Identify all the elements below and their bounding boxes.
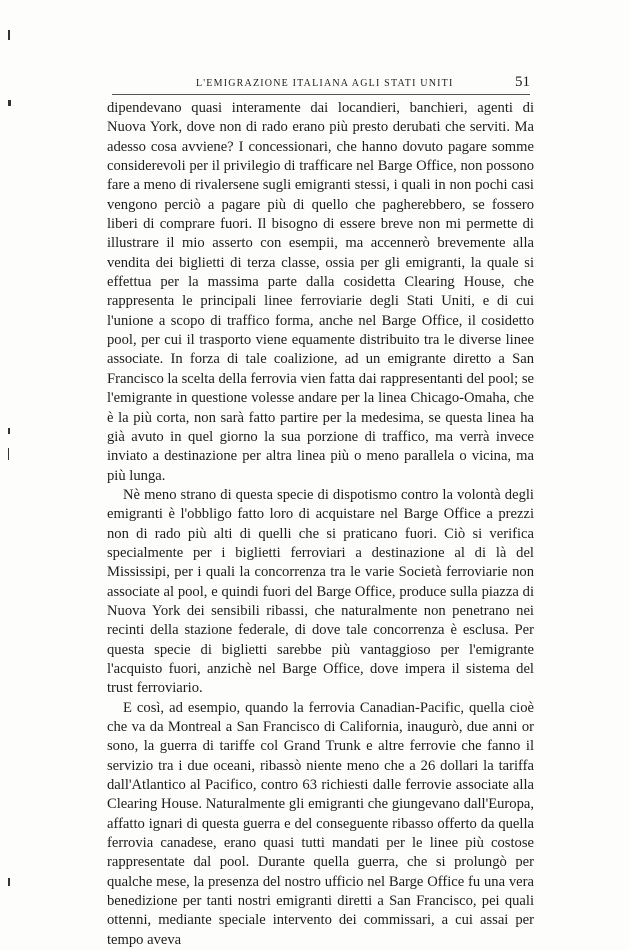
paragraph-1: dipendevano quasi interamente dai locandieri, banchieri, agenti di Nuova York, dove non di rado erano più presto derubati che serviti. Ma adesso cosa avviene? I concessionari, che hanno dovuto pagare somme considerevoli per il privilegio di trafficare nel Barge Office, non possono fare a meno di rivalersene sugli emigranti stessi, i quali in non pochi casi vengono perciò a pagare più di quello che pagherebbero, se fossero liberi di comprare fuori. Il bisogno di essere breve non mi permette di illustrare il mio asserto con esempii, ma accennerò brevemente alla vendita dei biglietti di terza classe, ossia per gli emigranti, la quale si effettua per la massima parte dalla cosidetta Clearing House, che rappresenta le principali linee ferroviarie degli Stati Uniti, e di cui l'unione a scopo di traffico forma, anche nel Barge Office, il cosidetto pool, per cui il trasporto viene equamente distribuito tra le diverse linee associate. In forza di tale coalizione, ad un emigrante diretto a San Francisco la scelta della ferrovia vien fatta dai rappresentanti del pool; se l'emigrante in questione volesse andare per la linea Chicago-Omaha, che è la più corta, non sarà fatto partire per la medesima, se questa linea ha già avuto in quel giorno la sua porzione di traffico, ma verrà invece inviato a destinazione per altra linea più o meno parallela o vicina, ma più lunga.: [107, 100, 534, 484]
scan-margin-mark: [8, 448, 9, 460]
page-number: 51: [515, 74, 530, 90]
scan-margin-mark: [8, 878, 10, 886]
scan-margin-mark: [8, 100, 11, 106]
paragraph-3: E così, ad esempio, quando la ferrovia Canadian-Pacific, quella cioè che va da Montreal a San Francisco di California, inaugurò, due anni or sono, la guerra di tariffe col Grand Trunk e altre ferrovie che fanno il servizio tra i due oceani, ribassò niente meno che a 26 dollari la tariffa dall'Atlantico al Pacifico, contro 63 richiesti dalle ferrovie associate alla Clearing House. Naturalmente gli emigranti che giungevano dall'Europa, affatto ignari di questa guerra e del conseguente ribasso offerto da quella ferrovia canadese, erano quasi tutti mandati per le linee più costose rappresentate dal pool. Durante quella guerra, che si prolungò per qualche mese, la presenza del nostro ufficio nel Barge Office fu una vera benedizione per tanti nostri emigranti diretti a San Francisco, pei quali ottenni, mediante speciale intervento dei commissari, a cui assai per tempo aveva: [107, 699, 534, 948]
paragraph-2: Nè meno strano di questa specie di dispotismo contro la volontà degli emigranti è l'obbligo fatto loro di acquistare nel Barge Office a prezzi non di rado più alti di quelli che si praticano fuori. Ciò si verifica specialmente per i biglietti ferroviari a destinazione al di là del Mississipi, per i quali la concorrenza tra le varie Società ferroviarie non associate al pool, e quindi fuori del Barge Office, produce sulla piazza di Nuova York dei sensibili ribassi, che naturalmente non penetrano nei recinti della stazione federale, di dove tale concorrenza è esclusa. Per questa specie di biglietti sarebbe più vantaggioso per l'emigrante l'acquisto fuori, anzichè nel Barge Office, dove impera il sistema del trust ferroviario.: [107, 486, 534, 697]
scan-margin-mark: [8, 30, 10, 40]
running-head: L'EMIGRAZIONE ITALIANA AGLI STATI UNITI: [196, 78, 454, 89]
scan-margin-mark: [8, 428, 10, 434]
body-text: [107, 99, 534, 950]
page-header: [112, 74, 530, 95]
